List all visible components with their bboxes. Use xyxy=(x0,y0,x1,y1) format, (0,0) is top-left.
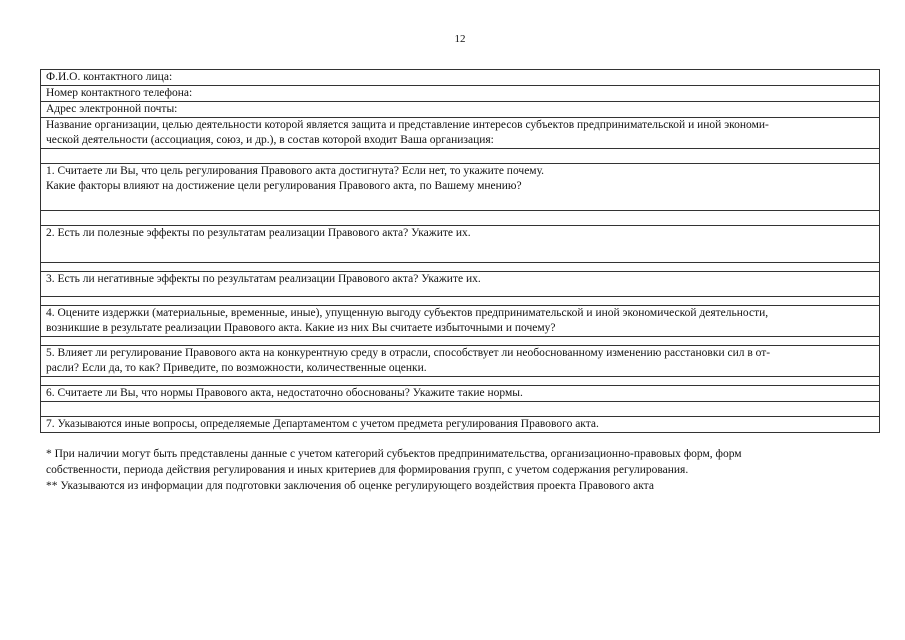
contact-name-label: Ф.И.О. контактного лица: xyxy=(46,71,173,83)
table-row-organization xyxy=(41,118,880,149)
organization-answer-cell[interactable] xyxy=(41,149,880,164)
answer-row-question-1 xyxy=(41,211,880,226)
question-4-line-2: возникшие в результате реализации Правового акта. Какие из них Вы считаете избыточными и почему? xyxy=(46,322,556,334)
page-number: 12 xyxy=(454,33,466,45)
question-5-cell xyxy=(41,346,880,377)
answer-row-question-5 xyxy=(41,377,880,386)
questionnaire-table xyxy=(40,69,880,433)
question-1-answer-cell[interactable] xyxy=(41,211,880,226)
question-2-cell xyxy=(41,226,880,263)
table-row-question-1 xyxy=(41,164,880,211)
question-5-line-2: расли? Если да, то как? Приведите, по возможности, количественные оценки. xyxy=(46,362,427,374)
question-7-text: 7. Указываются иные вопросы, определяемые Департаментом с учетом предмета регулирования Правового акта. xyxy=(46,418,599,430)
contact-name-field[interactable] xyxy=(41,70,880,86)
table-row-question-7 xyxy=(41,417,880,433)
organization-field[interactable] xyxy=(41,118,880,149)
question-1-line-2: Какие факторы влияют на достижение цели регулирования Правового акта, по Вашему мнению? xyxy=(46,180,522,192)
question-3-text: 3. Есть ли негативные эффекты по результатам реализации Правового акта? Укажите их. xyxy=(46,273,481,285)
question-1-line-1: 1. Считаете ли Вы, что цель регулирования Правового акта достигнута? Если нет, то укажите почему. xyxy=(46,165,545,177)
footnote-2: ** Указываются из информации для подготовки заключения об оценке регулирующего воздействия проекта Правового акта xyxy=(46,480,654,492)
question-4-line-1: 4. Оцените издержки (материальные, временные, иные), упущенную выгоду субъектов предпринимательской и иной экономической деятельности, xyxy=(46,307,769,319)
answer-row-question-3 xyxy=(41,297,880,306)
email-label: Адрес электронной почты: xyxy=(46,103,178,115)
table-row-question-3 xyxy=(41,272,880,297)
question-3-cell xyxy=(41,272,880,297)
phone-field[interactable] xyxy=(41,86,880,102)
table-row-question-6 xyxy=(41,386,880,402)
question-6-answer-cell[interactable] xyxy=(41,402,880,417)
question-4-answer-cell[interactable] xyxy=(41,337,880,346)
question-5-answer-cell[interactable] xyxy=(41,377,880,386)
question-7-cell xyxy=(41,417,880,433)
question-3-answer-cell[interactable] xyxy=(41,297,880,306)
table-row-phone xyxy=(41,86,880,102)
table-row-question-4 xyxy=(41,306,880,337)
footnote-1-line-1: * При наличии могут быть представлены данные с учетом категорий субъектов предпринимательства, организационно-правовых форм, форм xyxy=(46,448,742,460)
table-row-contact-name xyxy=(41,70,880,86)
table-row-email xyxy=(41,102,880,118)
organization-label-line-2: ческой деятельности (ассоциация, союз, и др.), в состав которой входит Ваша организация: xyxy=(46,134,494,146)
question-2-text: 2. Есть ли полезные эффекты по результатам реализации Правового акта? Укажите их. xyxy=(46,227,471,239)
organization-label-line-1: Название организации, целью деятельности которой является защита и представление интересов субъектов предпринимательской и иной экономи- xyxy=(46,119,769,131)
answer-row-question-2 xyxy=(41,263,880,272)
question-5-line-1: 5. Влияет ли регулирование Правового акта на конкурентную среду в отрасли, способствует ли необоснованному изменению расстановки сил в от- xyxy=(46,347,771,359)
footnote-1-line-2: собственности, периода действия регулирования и иных критериев для формирования групп, с учетом содержания регулирования. xyxy=(46,464,689,476)
phone-label: Номер контактного телефона: xyxy=(46,87,193,99)
answer-row-question-4 xyxy=(41,337,880,346)
question-4-cell xyxy=(41,306,880,337)
email-field[interactable] xyxy=(41,102,880,118)
answer-row-question-6 xyxy=(41,402,880,417)
question-6-cell xyxy=(41,386,880,402)
footnotes xyxy=(46,446,876,494)
answer-row-organization xyxy=(41,149,880,164)
table-row-question-5 xyxy=(41,346,880,377)
table-row-question-2 xyxy=(41,226,880,263)
question-1-cell xyxy=(41,164,880,211)
question-6-text: 6. Считаете ли Вы, что нормы Правового акта, недостаточно обоснованы? Укажите такие нормы. xyxy=(46,387,523,399)
question-2-answer-cell[interactable] xyxy=(41,263,880,272)
